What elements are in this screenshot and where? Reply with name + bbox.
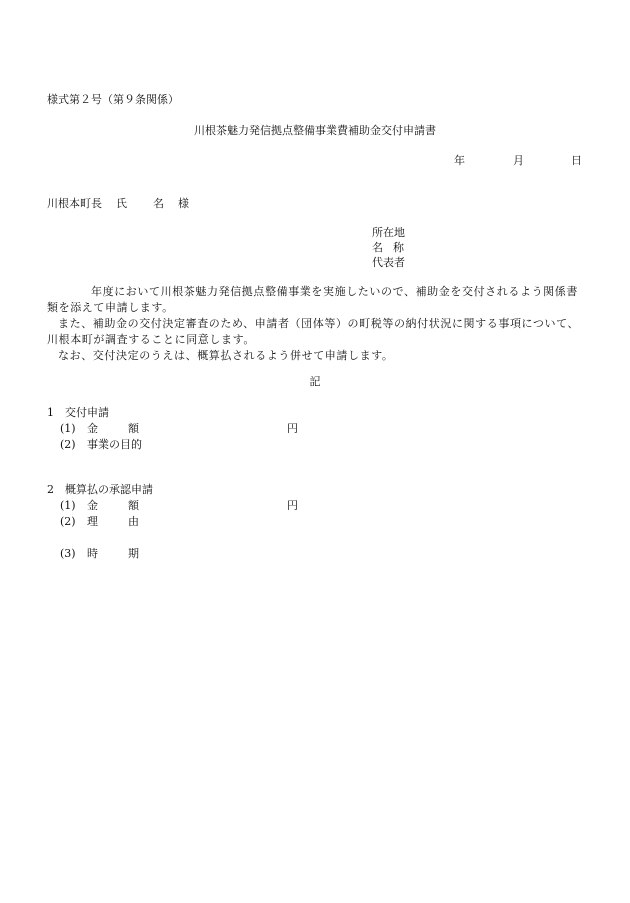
addressee-mei: 名 (153, 197, 164, 210)
date-month-label: 月 (513, 154, 524, 167)
date-year-label: 年 (454, 154, 465, 167)
section-2-heading: 2 概算払の承認申請 (47, 483, 153, 496)
body-paragraph-1: 年度において川根茶魅力発信拠点整備事業を実施したいので、補助金を交付されるよう関係書類を添えて申請します。 (47, 285, 578, 314)
application-body (47, 284, 587, 364)
section-1-item-amount: (1) 金 額 円 (60, 422, 298, 435)
addressee-title: 川根本町長 (47, 197, 102, 210)
applicant-name-label: 名 称 (372, 241, 404, 254)
addressee (47, 196, 189, 212)
yen-unit: 円 (287, 422, 298, 435)
form-number: 様式第２号（第９条関係） (47, 93, 179, 106)
addressee-shi: 氏 (116, 197, 127, 210)
applicant-address-label: 所在地 (372, 226, 405, 239)
yen-unit: 円 (287, 499, 298, 512)
section-1-item-purpose: (2) 事業の目的 (60, 438, 142, 451)
document-title: 川根茶魅力発信拠点整備事業費補助金交付申請書 (194, 124, 436, 137)
section-advance-payment (47, 482, 347, 562)
body-paragraph-3: なお、交付決定のうえは、概算払されるよう併せて申請します。 (58, 349, 394, 362)
section-2-item-timing: (3) 時 期 (60, 547, 139, 560)
section-2-item-reason: (2) 理 由 (60, 515, 139, 528)
date-day-label: 日 (571, 154, 582, 167)
section-grant-application (47, 405, 347, 453)
applicant-representative-label: 代表者 (372, 256, 405, 269)
section-2-item-amount: (1) 金 額 円 (60, 499, 298, 512)
section-1-heading: 1 交付申請 (47, 406, 109, 419)
addressee-sama: 様 (178, 197, 189, 210)
date-line (0, 153, 630, 169)
ki-heading: 記 (309, 375, 321, 388)
applicant-block (372, 225, 405, 270)
body-paragraph-2: また、補助金の交付決定審査のため、申請者（団体等）の町税等の納付状況に関する事項について、川根本町が調査することに同意します。 (47, 317, 580, 346)
